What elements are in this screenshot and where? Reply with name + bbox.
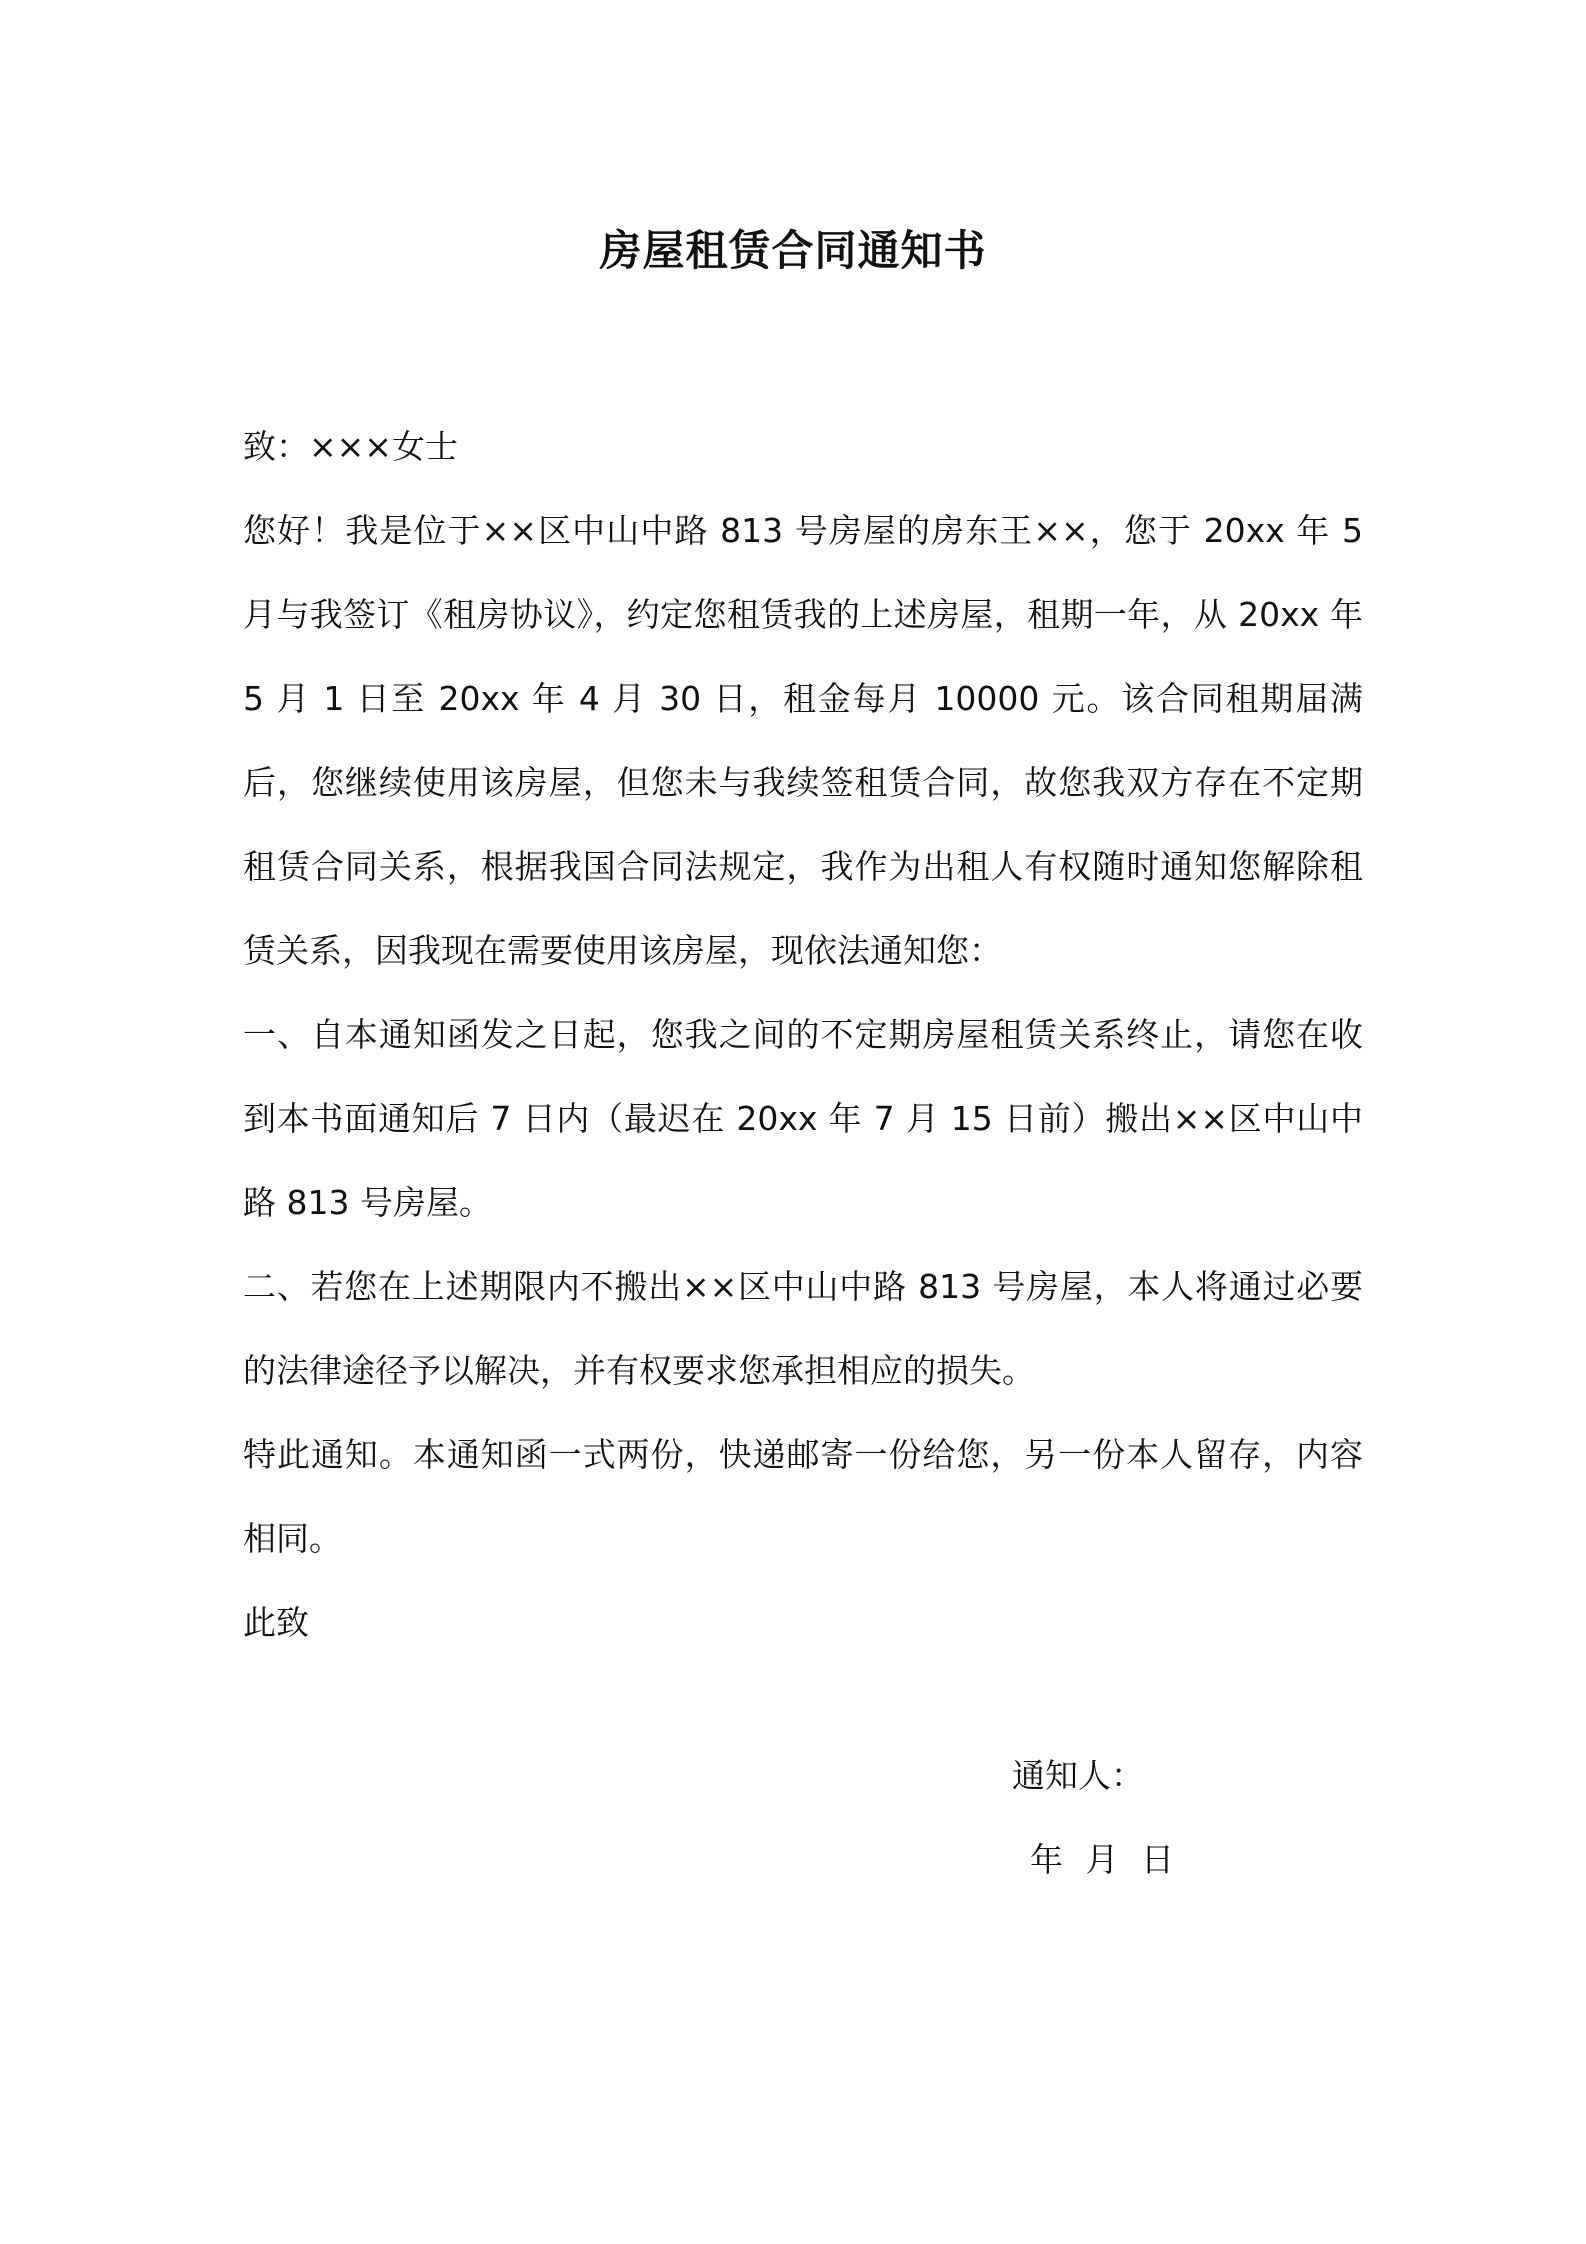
date-line: 年 月 日 xyxy=(1030,1840,1174,1879)
paragraph-intro: 您好！我是位于××区中山中路 813 号房屋的房东王××，您于 20xx 年 5 月与我签订《租房协议》，约定您租赁我的上述房屋，租期一年，从 20xx 年 5 月 1 日至 20xx 年 4 月 30 日，租金每月 10000 元。该合同租期届满后，您继续使用该房屋，但您未与我续签租赁合同，故您我双方存在不定期租赁合同关系，根据我国合同法规定，我作为出租人有权随时通知您解除租赁关系，因我现在需要使用该房屋，现依法通知您： xyxy=(243,511,1363,970)
paragraph-item-2: 二、若您在上述期限内不搬出××区中山中路 813 号房屋，本人将通过必要的法律途径予以解决，并有权要求您承担相应的损失。 xyxy=(243,1267,1363,1390)
closing: 此致 xyxy=(243,1603,309,1642)
document-body xyxy=(243,405,1363,1665)
salutation: 致：×××女士 xyxy=(243,427,458,466)
paragraph-item-1: 一、自本通知函发之日起，您我之间的不定期房屋租赁关系终止，请您在收到本书面通知后 7 日内（最迟在 20xx 年 7 月 15 日前）搬出××区中山中路 813 号房屋。 xyxy=(243,1015,1363,1222)
notifier-label: 通知人： xyxy=(1012,1756,1144,1795)
paragraph-notice: 特此通知。本通知函一式两份，快递邮寄一份给您，另一份本人留存，内容相同。 xyxy=(243,1435,1363,1558)
document-title: 房屋租赁合同通知书 xyxy=(599,226,987,275)
